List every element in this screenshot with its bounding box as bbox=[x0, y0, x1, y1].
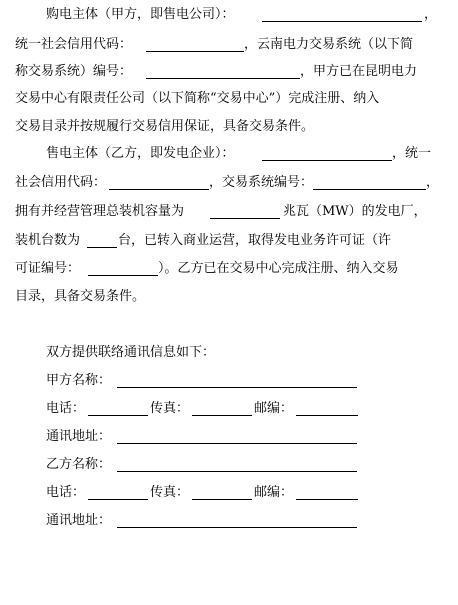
units-line bbox=[0, 230, 458, 252]
seller-suffix: ，统一 bbox=[392, 146, 432, 161]
para1-line5 bbox=[0, 116, 458, 138]
seller-codes-line bbox=[0, 172, 458, 194]
seller-credit-code-label: 社会信用代码： bbox=[15, 175, 107, 190]
capacity-unit-text: 兆瓦（MW）的发电厂， bbox=[283, 204, 427, 219]
seller-label: 售电主体（乙方，即发电企业）： bbox=[46, 146, 235, 161]
capacity-blank[interactable] bbox=[210, 218, 280, 219]
seller-codes-comma: ， bbox=[426, 175, 440, 190]
buyer-credit-code-line bbox=[0, 34, 458, 56]
seller-system-no-label: ，交易系统编号： bbox=[209, 175, 314, 190]
party-b-phone-label: 电话： bbox=[46, 485, 86, 500]
buyer-credit-code-blank[interactable] bbox=[146, 51, 244, 52]
party-a-address-line bbox=[0, 426, 458, 448]
party-b-postcode-label: 邮编： bbox=[254, 485, 294, 500]
buyer-system-no-blank[interactable] bbox=[146, 78, 300, 79]
license-no-blank[interactable] bbox=[88, 275, 158, 276]
credit-code-label: 统一社会信用代码： bbox=[15, 37, 133, 52]
party-b-fax-blank[interactable] bbox=[192, 499, 252, 500]
seller-system-no-blank[interactable] bbox=[313, 189, 426, 190]
para1-text-4: 交易中心有限责任公司（以下简称“交易中心”）完成注册、纳入 bbox=[15, 91, 380, 106]
license-suffix-text: ）。乙方已在交易中心完成注册、纳入交易 bbox=[158, 261, 399, 276]
party-a-phone-blank[interactable] bbox=[88, 415, 148, 416]
party-a-fax-blank[interactable] bbox=[192, 415, 252, 416]
buyer-line bbox=[0, 4, 458, 26]
seller-name-blank[interactable] bbox=[262, 160, 392, 161]
para1-line4 bbox=[0, 88, 458, 110]
party-b-address-line bbox=[0, 510, 458, 532]
license-label: 可证编号： bbox=[15, 261, 81, 276]
para1-text-5: 交易目录并按规履行交易信用保证，具备交易条件。 bbox=[15, 119, 315, 134]
party-a-postcode-blank[interactable] bbox=[296, 415, 358, 416]
party-b-name-label: 乙方名称： bbox=[46, 457, 112, 472]
party-b-name-line bbox=[0, 454, 458, 476]
buyer-label: 购电主体（甲方，即售电公司）： bbox=[46, 7, 235, 22]
contact-intro-line bbox=[0, 342, 458, 364]
buyer-comma: ， bbox=[424, 7, 438, 22]
buyer-system-no-line bbox=[0, 61, 458, 83]
party-b-phone-blank[interactable] bbox=[88, 499, 148, 500]
party-a-phone-line bbox=[0, 398, 458, 420]
party-b-fax-label: 传真： bbox=[150, 485, 190, 500]
units-label: 装机台数为 bbox=[15, 233, 81, 248]
party-a-name-label: 甲方名称： bbox=[46, 373, 112, 388]
system-no-label: 称交易系统）编号： bbox=[15, 64, 133, 79]
party-b-address-label: 通讯地址： bbox=[46, 513, 112, 528]
para2-text-6: 目录，具备交易条件。 bbox=[15, 289, 146, 304]
contact-intro: 双方提供联络通讯信息如下： bbox=[46, 345, 216, 360]
party-a-address-label: 通讯地址： bbox=[46, 429, 112, 444]
capacity-label: 拥有并经营管理总装机容量为 bbox=[15, 204, 185, 219]
party-a-fax-label: 传真： bbox=[150, 401, 190, 416]
party-a-phone-label: 电话： bbox=[46, 401, 86, 416]
party-a-address-blank[interactable] bbox=[117, 443, 357, 444]
seller-line bbox=[0, 143, 458, 165]
capacity-line bbox=[0, 201, 458, 223]
party-a-postcode-label: 邮编： bbox=[254, 401, 294, 416]
seller-credit-code-blank[interactable] bbox=[109, 189, 209, 190]
party-b-postcode-blank[interactable] bbox=[296, 499, 358, 500]
para2-line6 bbox=[0, 286, 458, 308]
party-b-phone-line bbox=[0, 482, 458, 504]
units-suffix-text: 台，已转入商业运营，取得发电业务许可证（许 bbox=[118, 233, 392, 248]
license-line bbox=[0, 258, 458, 280]
buyer-registered-text: ，甲方已在昆明电力 bbox=[300, 64, 418, 79]
buyer-name-blank[interactable] bbox=[262, 21, 422, 22]
party-b-address-blank[interactable] bbox=[117, 527, 357, 528]
party-b-name-blank[interactable] bbox=[117, 471, 357, 472]
party-a-name-blank[interactable] bbox=[117, 387, 357, 388]
units-count-blank[interactable] bbox=[87, 247, 117, 248]
trading-system-text: ，云南电力交易系统（以下简 bbox=[244, 37, 414, 52]
party-a-name-line bbox=[0, 370, 458, 392]
